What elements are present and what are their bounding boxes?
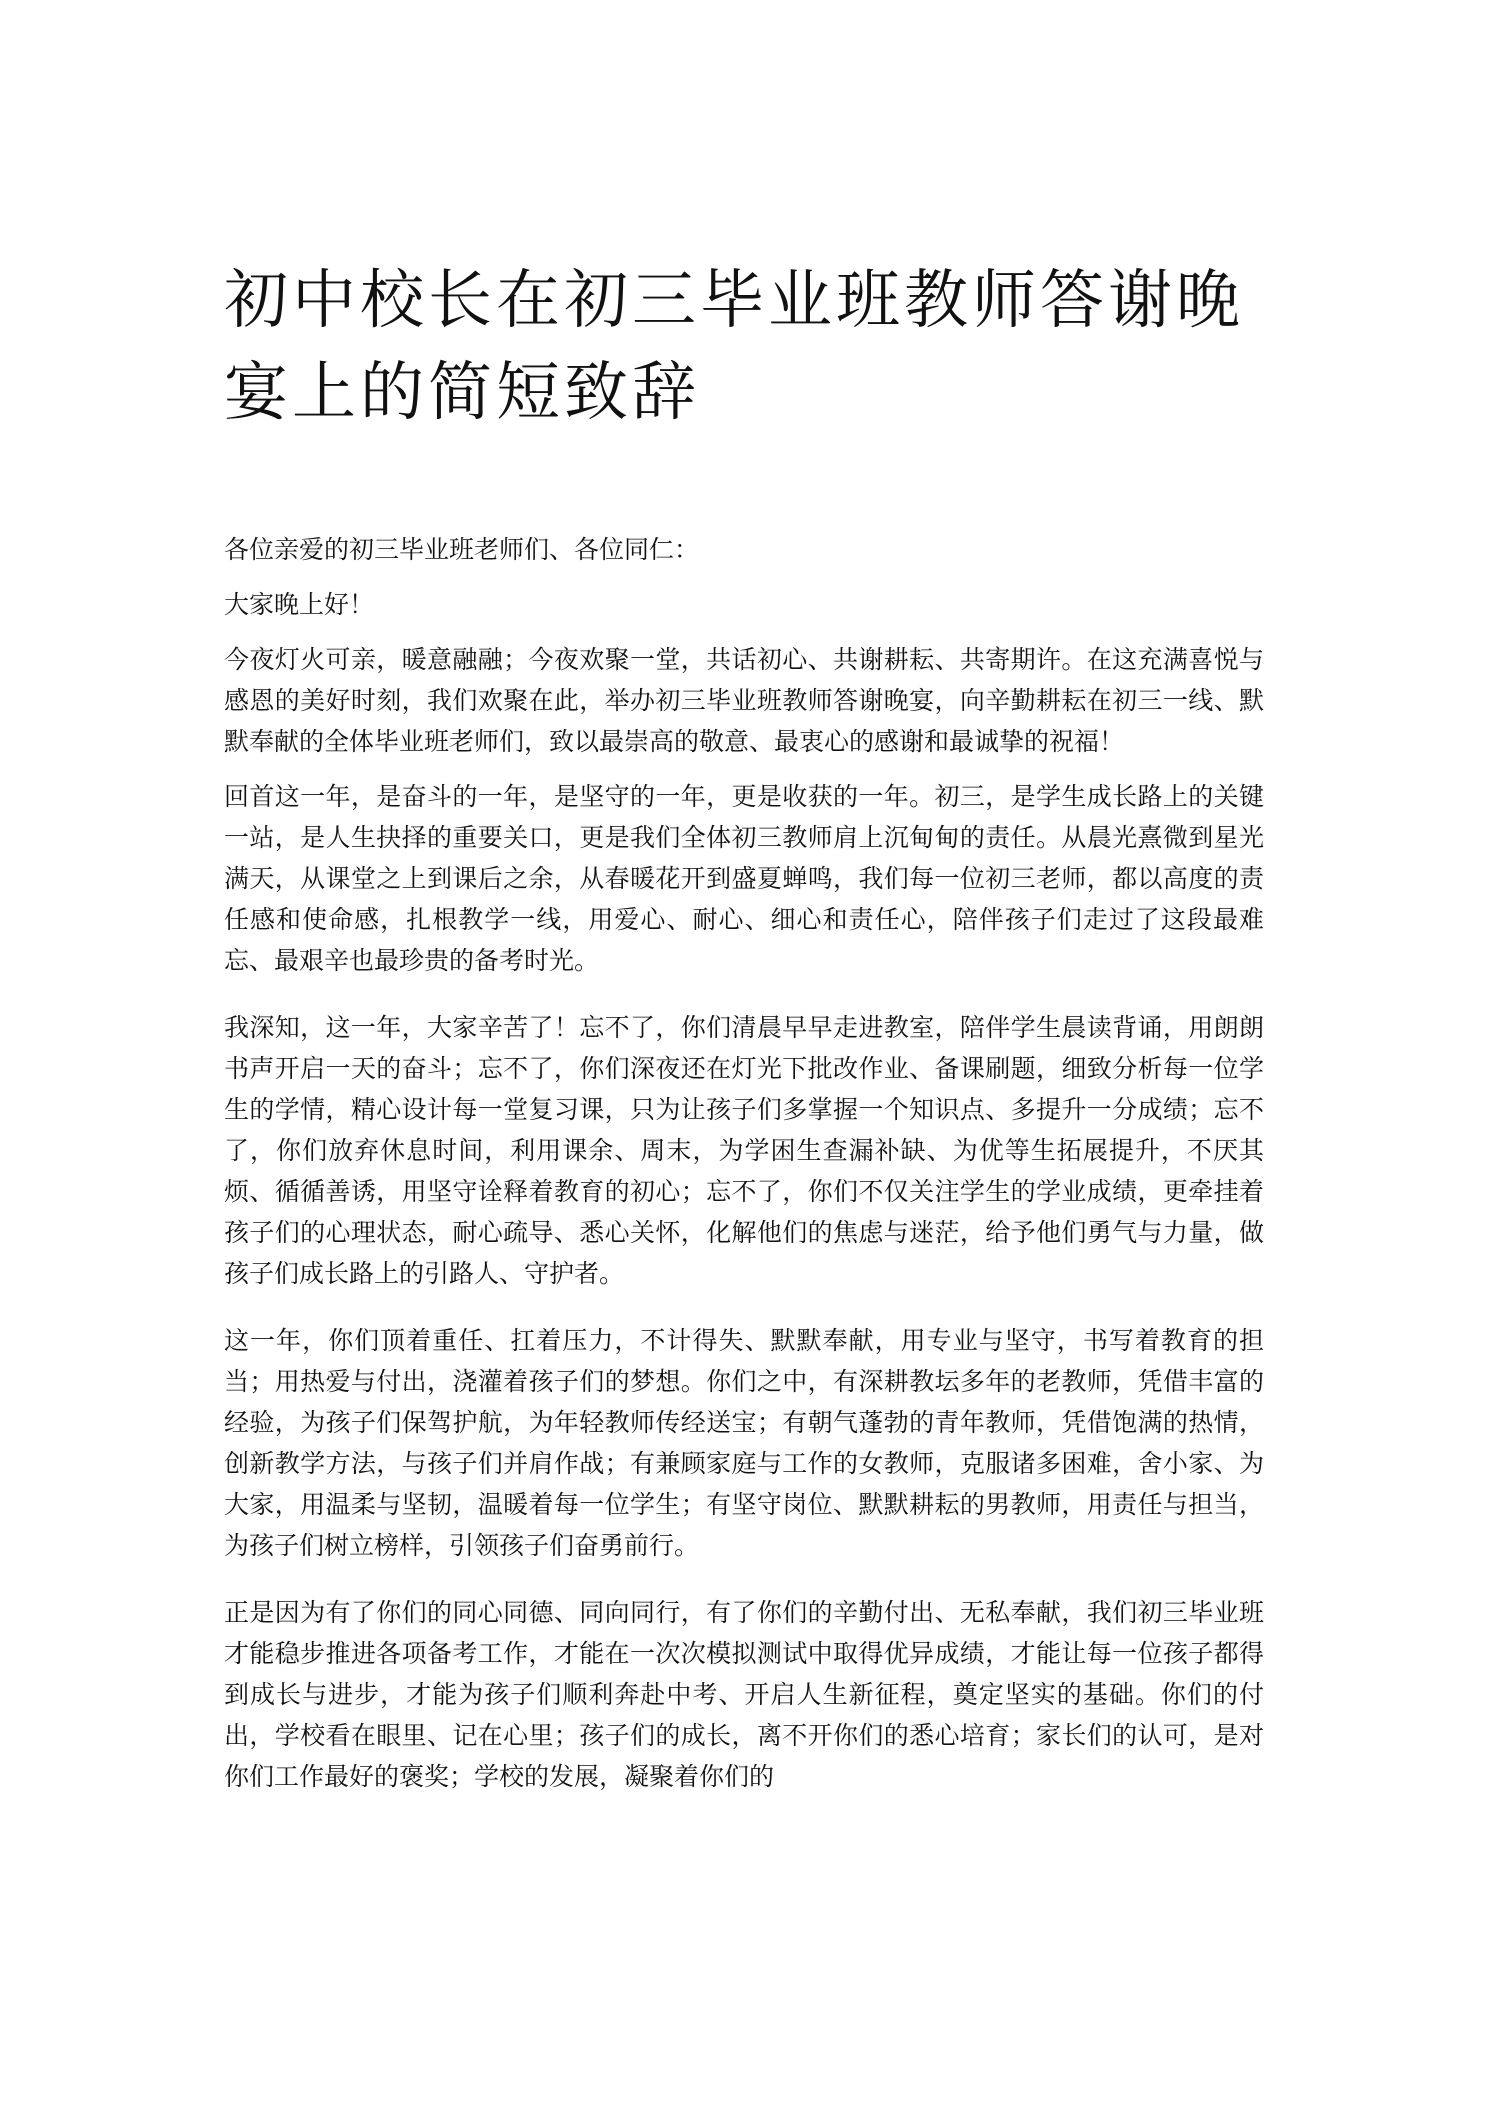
paragraph-gratitude: 我深知，这一年，大家辛苦了！忘不了，你们清晨早早走进教室，陪伴学生晨读背诵，用朗朗书声开启一天的奋斗；忘不了，你们深夜还在灯光下批改作业、备课刷题，细致分析每一位学生的学情，精心设计每一堂复习课，只为让孩子们多掌握一个知识点、多提升一分成绩；忘不了，你们放弃休息时间，利用课余、周末，为学困生查漏补缺、为优等生拓展提升，不厌其烦、循循善诱，用坚守诠释着教育的初心；忘不了，你们不仅关注学生的学业成绩，更牵挂着孩子们的心理状态，耐心疏导、悉心关怀，化解他们的焦虑与迷茫，给予他们勇气与力量，做孩子们成长路上的引路人、守护者。	[224, 1013, 1264, 1288]
paragraph-achievement: 正是因为有了你们的同心同德、同向同行，有了你们的辛勤付出、无私奉献，我们初三毕业班才能稳步推进各项备考工作，才能在一次次模拟测试中取得优异成绩，才能让每一位孩子都得到成长与进步，才能为孩子们顺利奔赴中考、开启人生新征程，奠定坚实的基础。你们的付出，学校看在眼里、记在心里；孩子们的成长，离不开你们的悉心培育；家长们的认可，是对你们工作最好的褒奖；学校的发展，凝聚着你们的	[224, 1598, 1264, 1791]
salutation: 各位亲爱的初三毕业班老师们、各位同仁：	[224, 535, 700, 564]
document-page	[224, 255, 1284, 1811]
greeting: 大家晚上好！	[224, 590, 375, 619]
document-title: 初中校长在初三毕业班教师答谢晚宴上的简短致辞	[224, 264, 1244, 430]
paragraph-opening: 今夜灯火可亲，暖意融融；今夜欢聚一堂，共话初心、共谢耕耘、共寄期许。在这充满喜悦与感恩的美好时刻，我们欢聚在此，举办初三毕业班教师答谢晚宴，向辛勤耕耘在初三一线、默默奉献的全体毕业班老师们，致以最崇高的敬意、最衷心的感谢和最诚挚的祝福！	[224, 645, 1264, 756]
paragraph-teachers: 这一年，你们顶着重任、扛着压力，不计得失、默默奉献，用专业与坚守，书写着教育的担当；用热爱与付出，浇灌着孩子们的梦想。你们之中，有深耕教坛多年的老教师，凭借丰富的经验，为孩子们保驾护航，为年轻教师传经送宝；有朝气蓬勃的青年教师，凭借饱满的热情，创新教学方法，与孩子们并肩作战；有兼顾家庭与工作的女教师，克服诸多困难，舍小家、为大家，用温柔与坚韧，温暖着每一位学生；有坚守岗位、默默耕耘的男教师，用责任与担当，为孩子们树立榜样，引领孩子们奋勇前行。	[224, 1326, 1264, 1560]
paragraph-review: 回首这一年，是奋斗的一年，是坚守的一年，更是收获的一年。初三，是学生成长路上的关键一站，是人生抉择的重要关口，更是我们全体初三教师肩上沉甸甸的责任。从晨光熹微到星光满天，从课堂之上到课后之余，从春暖花开到盛夏蝉鸣，我们每一位初三老师，都以高度的责任感和使命感，扎根教学一线，用爱心、耐心、细心和责任心，陪伴孩子们走过了这段最难忘、最艰辛也最珍贵的备考时光。	[224, 782, 1264, 975]
